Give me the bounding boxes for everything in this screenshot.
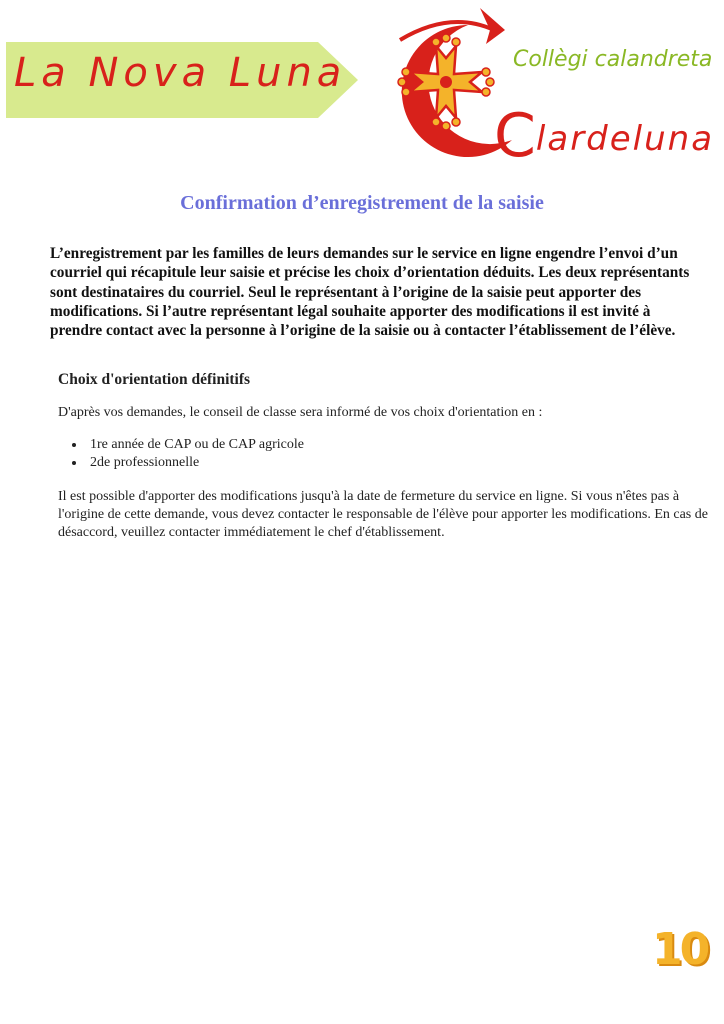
email-footer: Il est possible d'apporter des modifications jusqu'à la date de fermeture du service en ligne. Si vous n'êtes pas à l'origine de cette demande, vous devez contacter le responsable de l'élève pour apporter les modifications. En cas de désaccord, veuillez contacter immédiatement le chef d'établissement. bbox=[58, 488, 708, 540]
college-label: Collègi calandreta bbox=[513, 47, 713, 72]
page-title: Confirmation d’enregistrement de la saisie bbox=[180, 192, 544, 214]
school-name-rest: lardeluna bbox=[535, 119, 715, 159]
choices-list bbox=[58, 436, 708, 472]
email-text: D'après vos demandes, le conseil de classe sera informé de vos choix d'orientation en : bbox=[58, 405, 543, 420]
list-item: • 1re année de CAP ou de CAP agricole bbox=[86, 436, 708, 454]
header-banner bbox=[0, 0, 724, 171]
email-heading: Choix d'orientation définitifs bbox=[58, 371, 251, 388]
school-name bbox=[494, 95, 715, 171]
email-excerpt bbox=[58, 370, 708, 542]
school-name-initial: C bbox=[494, 101, 538, 171]
brand-title: La Nova Luna bbox=[14, 50, 347, 96]
list-item: • 2de professionnelle bbox=[86, 454, 708, 472]
comet-arrow-icon bbox=[400, 8, 505, 44]
page-number: 10 bbox=[652, 924, 708, 975]
intro-paragraph: L’enregistrement par les familles de leurs demandes sur le service en ligne engendre l’envoi d’un courriel qui récapitule leur saisie et précise les choix d’orientation déduits. Les deux représentants sont destinataires du courriel. Seul le représentant à l’origine de la saisie peut apporter des modifications. Si l’autre représentant légal souhaite apporter des modifications il est invité à prendre contact avec la personne à l’origine de la saisie ou à contacter l’établissement de l’élève. bbox=[50, 245, 690, 340]
